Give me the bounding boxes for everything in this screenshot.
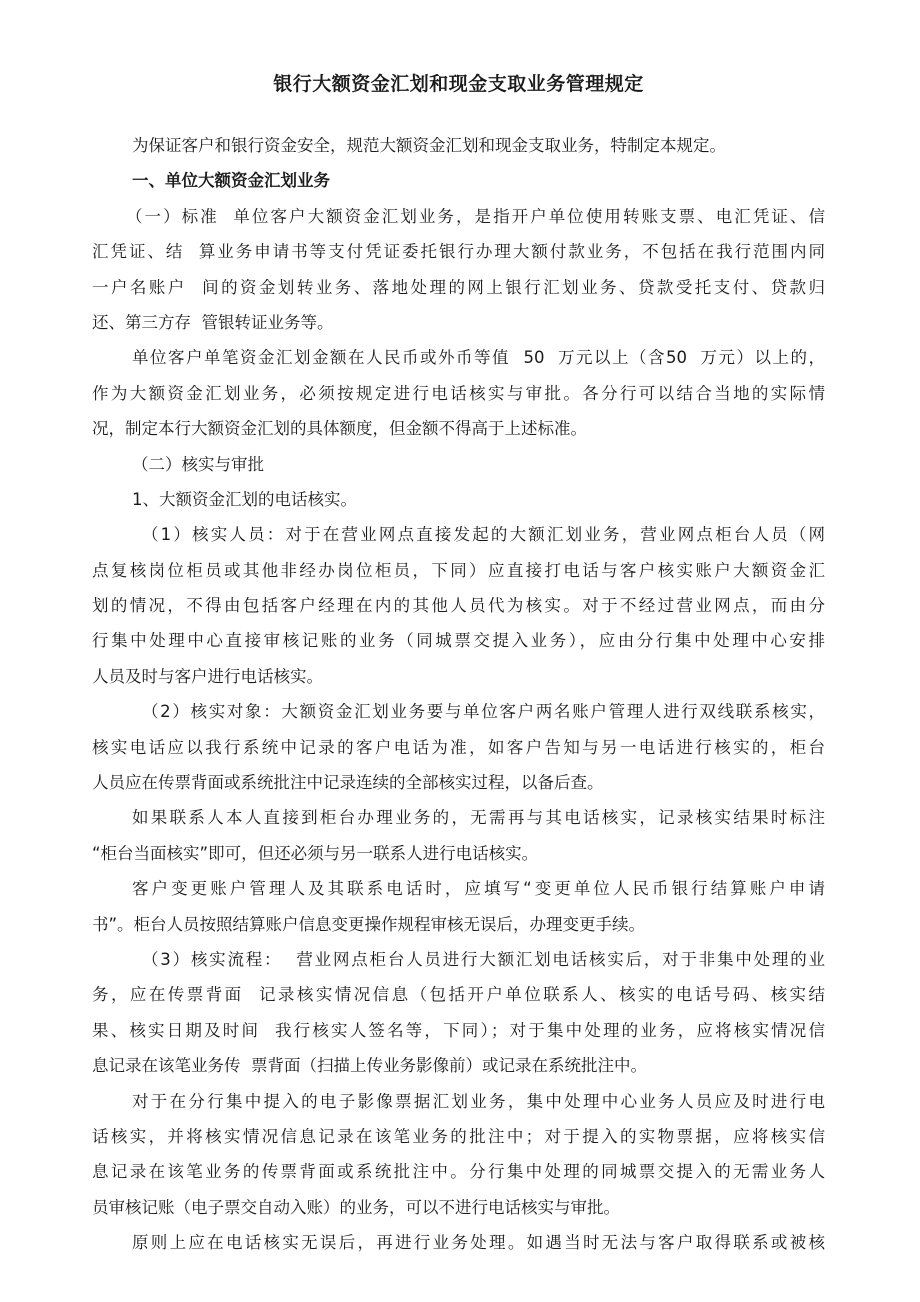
paragraph-line: “柜台当面核实”即可，但还必须与另一联系人进行电话核实。	[92, 843, 539, 863]
paragraph-line: 话核实，并将核实情况信息记录在该笔业务的批注中；对于提入的实物票据，应将核实信	[92, 1126, 825, 1146]
paragraph-line: 还、第三方存 管银转证业务等。	[92, 312, 334, 332]
section-heading: 一、单位大额资金汇划业务	[132, 171, 330, 191]
subsection-heading: 1、大额资金汇划的电话核实。	[132, 489, 357, 509]
paragraph-line: 客户变更账户管理人及其联系电话时，应填写“变更单位人民币银行结算账户申请	[132, 879, 825, 899]
paragraph-line: 书”。柜台人员按照结算账户信息变更操作规程审核无误后，办理变更手续。	[92, 914, 646, 934]
paragraph-line: 作为大额资金汇划业务，必须按规定进行电话核实与审批。各分行可以结合当地的实际情	[92, 383, 825, 403]
paragraph-line: 务，应在传票背面 记录核实情况信息（包括开户单位联系人、核实的电话号码、核实结	[92, 985, 825, 1005]
subsection-heading: （二）核实与审批	[132, 454, 264, 474]
paragraph-line: 行集中处理中心直接审核记账的业务（同城票交提入业务），应由分行集中处理中心安排	[92, 631, 825, 651]
paragraph-line: （2）核实对象：大额资金汇划业务要与单位客户两名账户管理人进行双线联系核实，	[142, 702, 825, 722]
paragraph-line: 原则上应在电话核实无误后，再进行业务处理。如遇当时无法与客户取得联系或被核	[132, 1233, 825, 1253]
paragraph-line: 况，制定本行大额资金汇划的具体额度，但金额不得高于上述标准。	[92, 419, 587, 439]
paragraph-line: （3）核实流程： 营业网点柜台人员进行大额汇划电话核实后，对于非集中处理的业	[142, 949, 825, 969]
paragraph-line: 为保证客户和银行资金安全，规范大额资金汇划和现金支取业务，特制定本规定。	[132, 136, 726, 155]
paragraph-line: 一户名账户 间的资金划转业务、落地处理的网上银行汇划业务、贷款受托支付、贷款归	[92, 277, 825, 297]
paragraph-line: 人员应在传票背面或系统批注中记录连续的全部核实过程，以备后查。	[92, 773, 604, 793]
paragraph-line: 息记录在该笔业务的传票背面或系统批注中。分行集中处理的同城票交提入的无需业务人	[92, 1162, 825, 1182]
paragraph-line: 员审核记账（电子票交自动入账）的业务，可以不进行电话核实与审批。	[92, 1197, 620, 1217]
paragraph-line: 单位客户单笔资金汇划金额在人民币或外币等值 50 万元以上（含50 万元）以上的，	[132, 348, 825, 368]
paragraph-line: 息记录在该笔业务传 票背面（扫描上传业务影像前）或记录在系统批注中。	[92, 1056, 647, 1076]
paragraph-line: 人员及时与客户进行电话核实。	[92, 666, 323, 686]
paragraph-line: 果、核实日期及时间 我行核实人签名等，下同）；对于集中处理的业务，应将核实情况信	[92, 1020, 825, 1040]
paragraph-line: （一）标准 单位客户大额资金汇划业务，是指开户单位使用转账支票、电汇凭证、信	[126, 206, 825, 226]
paragraph-line: 核实电话应以我行系统中记录的客户电话为准，如客户告知与另一电话进行核实的，柜台	[92, 737, 825, 757]
paragraph-line: 对于在分行集中提入的电子影像票据汇划业务，集中处理中心业务人员应及时进行电	[132, 1091, 825, 1111]
document-title: 银行大额资金汇划和现金支取业务管理规定	[273, 73, 644, 95]
paragraph-line: 汇凭证、结 算业务申请书等支付凭证委托银行办理大额付款业务，不包括在我行范围内同	[92, 242, 825, 262]
paragraph-line: 划的情况，不得由包括客户经理在内的其他人员代为核实。对于不经过营业网点，而由分	[92, 596, 825, 616]
paragraph-line: 点复核岗位柜员或其他非经办岗位柜员，下同）应直接打电话与客户核实账户大额资金汇	[92, 560, 825, 580]
paragraph-line: 如果联系人本人直接到柜台办理业务的，无需再与其电话核实，记录核实结果时标注	[132, 808, 825, 828]
paragraph-line: （1）核实人员：对于在营业网点直接发起的大额汇划业务，营业网点柜台人员（网	[142, 525, 825, 545]
